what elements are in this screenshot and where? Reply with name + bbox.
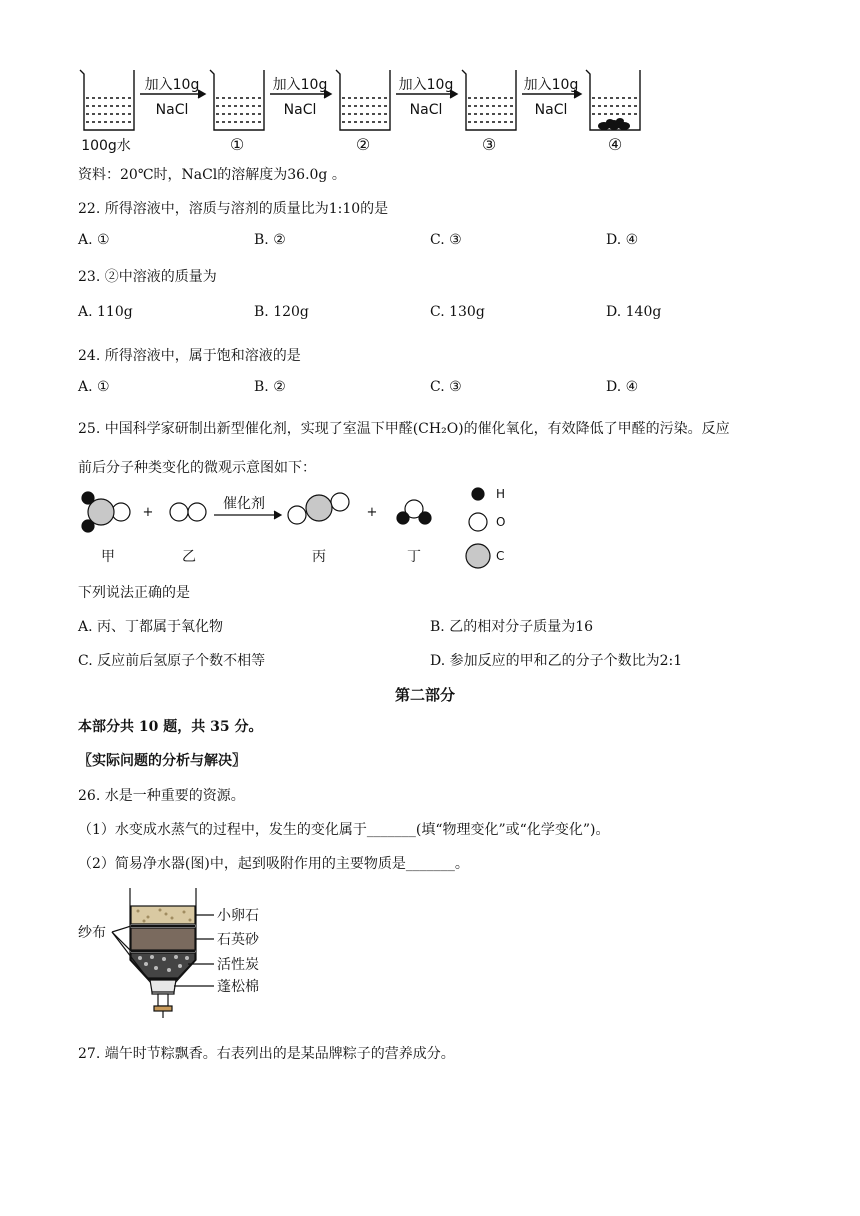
legend-o: [469, 513, 487, 531]
arrow-4-bottom: NaCl: [534, 102, 568, 118]
beaker-2: [336, 70, 390, 130]
q22-option-d[interactable]: D. ④: [606, 232, 639, 248]
q27-stem: 27. 端午时节粽飘香。右表列出的是某品牌粽子的营养成分。: [78, 1046, 455, 1062]
q23-option-b[interactable]: B. 120g: [254, 304, 309, 320]
beaker-3: [462, 70, 516, 130]
beaker-3-label: ③: [481, 135, 497, 154]
q23-option-d[interactable]: D. 140g: [606, 304, 662, 320]
layer-label-pebbles: 小卵石: [217, 908, 259, 924]
molecule-jia: [82, 492, 130, 532]
sand-layer: [131, 928, 195, 950]
q25-option-c[interactable]: C. 反应前后氢原子个数不相等: [78, 653, 266, 669]
molecule-diagram: [74, 482, 534, 570]
q24-option-a[interactable]: A. ①: [78, 379, 110, 395]
molecule-bing: [288, 493, 349, 524]
molecule-yi: [170, 503, 206, 521]
beaker-4-label: ④: [607, 135, 623, 154]
q25-option-d[interactable]: D. 参加反应的甲和乙的分子个数比为2:1: [430, 653, 683, 669]
legend-c: [466, 544, 490, 568]
legend-h: [472, 488, 484, 500]
legend-h-label: H: [496, 487, 506, 501]
q25-option-a[interactable]: A. 丙、丁都属于氧化物: [78, 619, 224, 635]
part2-title: 第二部分: [395, 686, 456, 704]
data-note: 资料：20℃时，NaCl的溶解度为36.0g 。: [78, 167, 346, 183]
q24-option-b[interactable]: B. ②: [254, 379, 286, 395]
q22-stem: 22. 所得溶液中，溶质与溶剂的质量比为1:10的是: [78, 201, 389, 217]
q26-sub1: （1）水变成水蒸气的过程中，发生的变化属于_______(填“物理变化”或“化学变化”)。: [78, 822, 610, 838]
q23-option-a[interactable]: A. 110g: [78, 304, 133, 320]
q24-option-d[interactable]: D. ④: [606, 379, 639, 395]
arrow-2-top: 加入10g: [272, 77, 328, 93]
q23-stem: 23. ②中溶液的质量为: [78, 269, 217, 285]
q22-option-c[interactable]: C. ③: [430, 232, 462, 248]
q22-option-a[interactable]: A. ①: [78, 232, 110, 248]
layer-label-sand: 石英砂: [217, 932, 259, 948]
beaker-diagram: [74, 62, 674, 157]
q24-option-c[interactable]: C. ③: [430, 379, 462, 395]
layer-label-carbon: 活性炭: [217, 957, 259, 973]
arrow-3-bottom: NaCl: [409, 102, 443, 118]
arrow-2-bottom: NaCl: [283, 102, 317, 118]
name-bing: 丙: [312, 549, 326, 565]
start-label: 100g水: [81, 138, 131, 154]
q25-prompt: 下列说法正确的是: [78, 585, 190, 601]
reaction-arrow: [214, 511, 281, 519]
cloth-label: 纱布: [78, 925, 106, 941]
part2-info: 本部分共 10 题，共 35 分。: [78, 719, 263, 735]
legend-o-label: O: [496, 515, 506, 529]
name-yi: 乙: [182, 549, 196, 565]
q26-stem: 26. 水是一种重要的资源。: [78, 788, 245, 804]
arrow-1-bottom: NaCl: [155, 102, 189, 118]
beaker-1: [210, 70, 264, 130]
molecule-ding: [397, 500, 431, 524]
arrow-4-top: 加入10g: [523, 77, 579, 93]
name-ding: 丁: [407, 549, 421, 565]
catalyst-label: 催化剂: [223, 496, 265, 512]
cotton-layer: [150, 980, 176, 992]
undissolved-solid: [598, 118, 630, 130]
plus-1: +: [142, 505, 154, 520]
layer-label-cotton: 蓬松棉: [217, 979, 259, 995]
legend-c-label: C: [496, 549, 505, 563]
name-jia: 甲: [101, 549, 115, 565]
arrow-3-top: 加入10g: [398, 77, 454, 93]
q24-stem: 24. 所得溶液中，属于饱和溶液的是: [78, 348, 301, 364]
beaker-1-label: ①: [229, 135, 245, 154]
beaker-2-label: ②: [355, 135, 371, 154]
water-filter-diagram: [74, 884, 274, 1022]
q23-option-c[interactable]: C. 130g: [430, 304, 485, 320]
plus-2: +: [366, 505, 378, 520]
beaker-start: [80, 70, 134, 130]
q25-option-b[interactable]: B. 乙的相对分子质量为16: [430, 619, 594, 635]
section-heading: 〖实际问题的分析与解决〗: [78, 753, 246, 769]
arrow-1-top: 加入10g: [144, 77, 200, 93]
q22-option-b[interactable]: B. ②: [254, 232, 286, 248]
q25-stem-line1: 25. 中国科学家研制出新型催化剂，实现了室温下甲醛(CH₂O)的催化氧化，有效降低了甲醛的污染。反应: [78, 421, 730, 437]
q25-stem-line2: 前后分子种类变化的微观示意图如下：: [78, 460, 316, 476]
q26-sub2: （2）简易净水器(图)中，起到吸附作用的主要物质是_______。: [78, 856, 469, 872]
pebble-layer: [131, 906, 195, 924]
